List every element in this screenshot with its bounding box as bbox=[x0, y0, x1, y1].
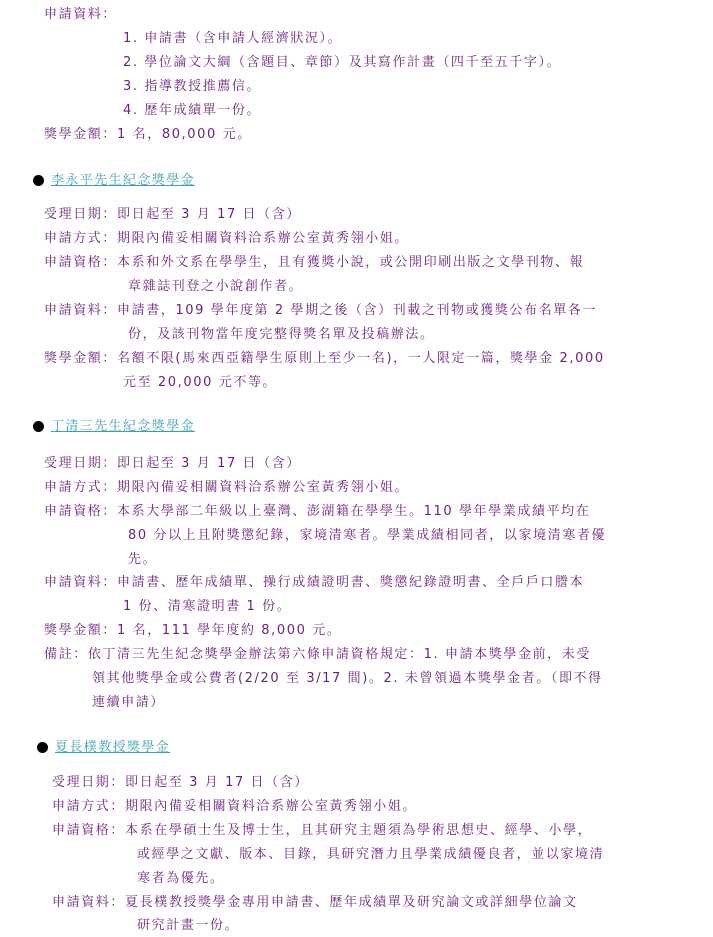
eligibility-cont: 章雜誌刊登之小說創作者。 bbox=[128, 279, 304, 294]
date-value: 即日起至 3 月 17 日（含） bbox=[125, 775, 309, 790]
eligibility-cont: 或經學之文獻、版本、目錄，具研究潛力且學業成績優良者，並以家境清 bbox=[137, 847, 605, 862]
amount-value: 1 名，80,000 元。 bbox=[117, 127, 252, 142]
materials-item: 2. 學位論文大綱（含題目、章節）及其寫作計畫（四千至五千字）。 bbox=[123, 55, 562, 70]
note-cont: 領其他獎學金或公費者(2/20 至 3/17 間)。2. 未曾領過本獎學金者。（即不得 bbox=[92, 671, 603, 686]
note-value: 依丁清三先生紀念獎學金辦法第六條申請資格規定：1. 申請本獎學金前，未受 bbox=[87, 647, 591, 662]
date-row bbox=[52, 774, 309, 792]
materials-label: 申請資料： bbox=[44, 575, 118, 590]
eligibility-cont: 寒者為優先。 bbox=[137, 871, 225, 886]
amount-row bbox=[44, 622, 341, 640]
eligibility-value: 本系大學部二年級以上臺灣、澎湖籍在學學生。110 學年學業成績平均在 bbox=[117, 504, 591, 519]
note-cont: 連續申請） bbox=[92, 695, 166, 710]
amount-label: 獎學金額： bbox=[44, 623, 118, 638]
eligibility-cont: 80 分以上且附獎懲紀錄，家境清寒者。學業成績相同者，以家境清寒者優 bbox=[128, 528, 607, 543]
amount-label: 獎學金額： bbox=[44, 127, 118, 142]
eligibility-row bbox=[44, 254, 584, 272]
materials-label: 申請資料： bbox=[44, 303, 118, 318]
date-value: 即日起至 3 月 17 日（含） bbox=[117, 456, 301, 471]
materials-value: 申請書、歷年成績單、操行成績證明書、獎懲紀錄證明書、全戶戶口謄本 bbox=[117, 575, 585, 590]
amount-row bbox=[44, 350, 605, 368]
note-label: 備註： bbox=[44, 647, 88, 662]
date-row bbox=[44, 206, 301, 224]
materials-item: 4. 歷年成績單一份。 bbox=[123, 103, 262, 118]
date-row bbox=[44, 455, 301, 473]
method-label: 申請方式： bbox=[44, 231, 118, 246]
date-label: 受理日期： bbox=[44, 456, 118, 471]
materials-item: 3. 指導教授推薦信。 bbox=[123, 79, 262, 94]
method-row bbox=[44, 230, 409, 248]
eligibility-row bbox=[44, 503, 590, 521]
eligibility-label: 申請資格： bbox=[52, 823, 126, 838]
eligibility-row bbox=[52, 822, 592, 840]
materials-label: 申請資料： bbox=[44, 7, 118, 22]
eligibility-value: 本系在學碩士生及博士生，且其研究主題須為學術思想史、經學、小學， bbox=[125, 823, 593, 838]
materials-value: 申請書，109 學年度第 2 學期之後（含）刊載之刊物或獲獎公布名單各一 bbox=[117, 303, 598, 318]
bullet-icon bbox=[37, 742, 48, 753]
eligibility-cont: 先。 bbox=[128, 552, 158, 567]
bullet-icon bbox=[33, 421, 44, 432]
materials-label: 申請資料： bbox=[52, 895, 126, 910]
materials-value: 夏長樸教授獎學金專用申請書、歷年成績單及研究論文或詳細學位論文 bbox=[125, 895, 578, 910]
amount-cont: 元至 20,000 元不等。 bbox=[123, 375, 278, 390]
method-value: 期限內備妥相關資料洽系辦公室黃秀翎小姐。 bbox=[125, 799, 418, 814]
amount-value: 1 名，111 學年度約 8,000 元。 bbox=[117, 623, 342, 638]
note-row bbox=[44, 646, 591, 664]
materials-cont: 研究計畫一份。 bbox=[137, 918, 240, 933]
eligibility-label: 申請資格： bbox=[44, 255, 118, 270]
method-row bbox=[52, 798, 417, 816]
method-value: 期限內備妥相關資料洽系辦公室黃秀翎小姐。 bbox=[117, 231, 410, 246]
method-label: 申請方式： bbox=[44, 480, 118, 495]
bullet-icon bbox=[33, 175, 44, 186]
eligibility-value: 本系和外文系在學學生，且有獲獎小說，或公開印刷出版之文學刊物、報 bbox=[117, 255, 585, 270]
amount-value: 名額不限(馬來西亞籍學生原則上至少一名)，一人限定一篇，獎學金 2,000 bbox=[117, 351, 605, 366]
materials-row bbox=[52, 894, 578, 912]
materials-row bbox=[44, 574, 584, 592]
method-value: 期限內備妥相關資料洽系辦公室黃秀翎小姐。 bbox=[117, 480, 410, 495]
date-label: 受理日期： bbox=[44, 207, 118, 222]
amount-row bbox=[44, 126, 252, 144]
materials-cont: 份，及該刊物當年度完整得獎名單及投稿辦法。 bbox=[128, 327, 435, 342]
section-title-link[interactable]: 夏長樸教授獎學金 bbox=[55, 740, 171, 755]
materials-cont: 1 份、清寒證明書 1 份。 bbox=[123, 599, 292, 614]
materials-item: 1. 申請書（含申請人經濟狀況）。 bbox=[123, 31, 343, 46]
date-label: 受理日期： bbox=[52, 775, 126, 790]
section-title-link[interactable]: 丁清三先生紀念獎學金 bbox=[51, 419, 196, 434]
date-value: 即日起至 3 月 17 日（含） bbox=[117, 207, 301, 222]
method-row bbox=[44, 479, 409, 497]
method-label: 申請方式： bbox=[52, 799, 126, 814]
amount-label: 獎學金額： bbox=[44, 351, 118, 366]
eligibility-label: 申請資格： bbox=[44, 504, 118, 519]
section-title-link[interactable]: 李永平先生紀念獎學金 bbox=[51, 173, 196, 188]
materials-row bbox=[44, 302, 597, 320]
